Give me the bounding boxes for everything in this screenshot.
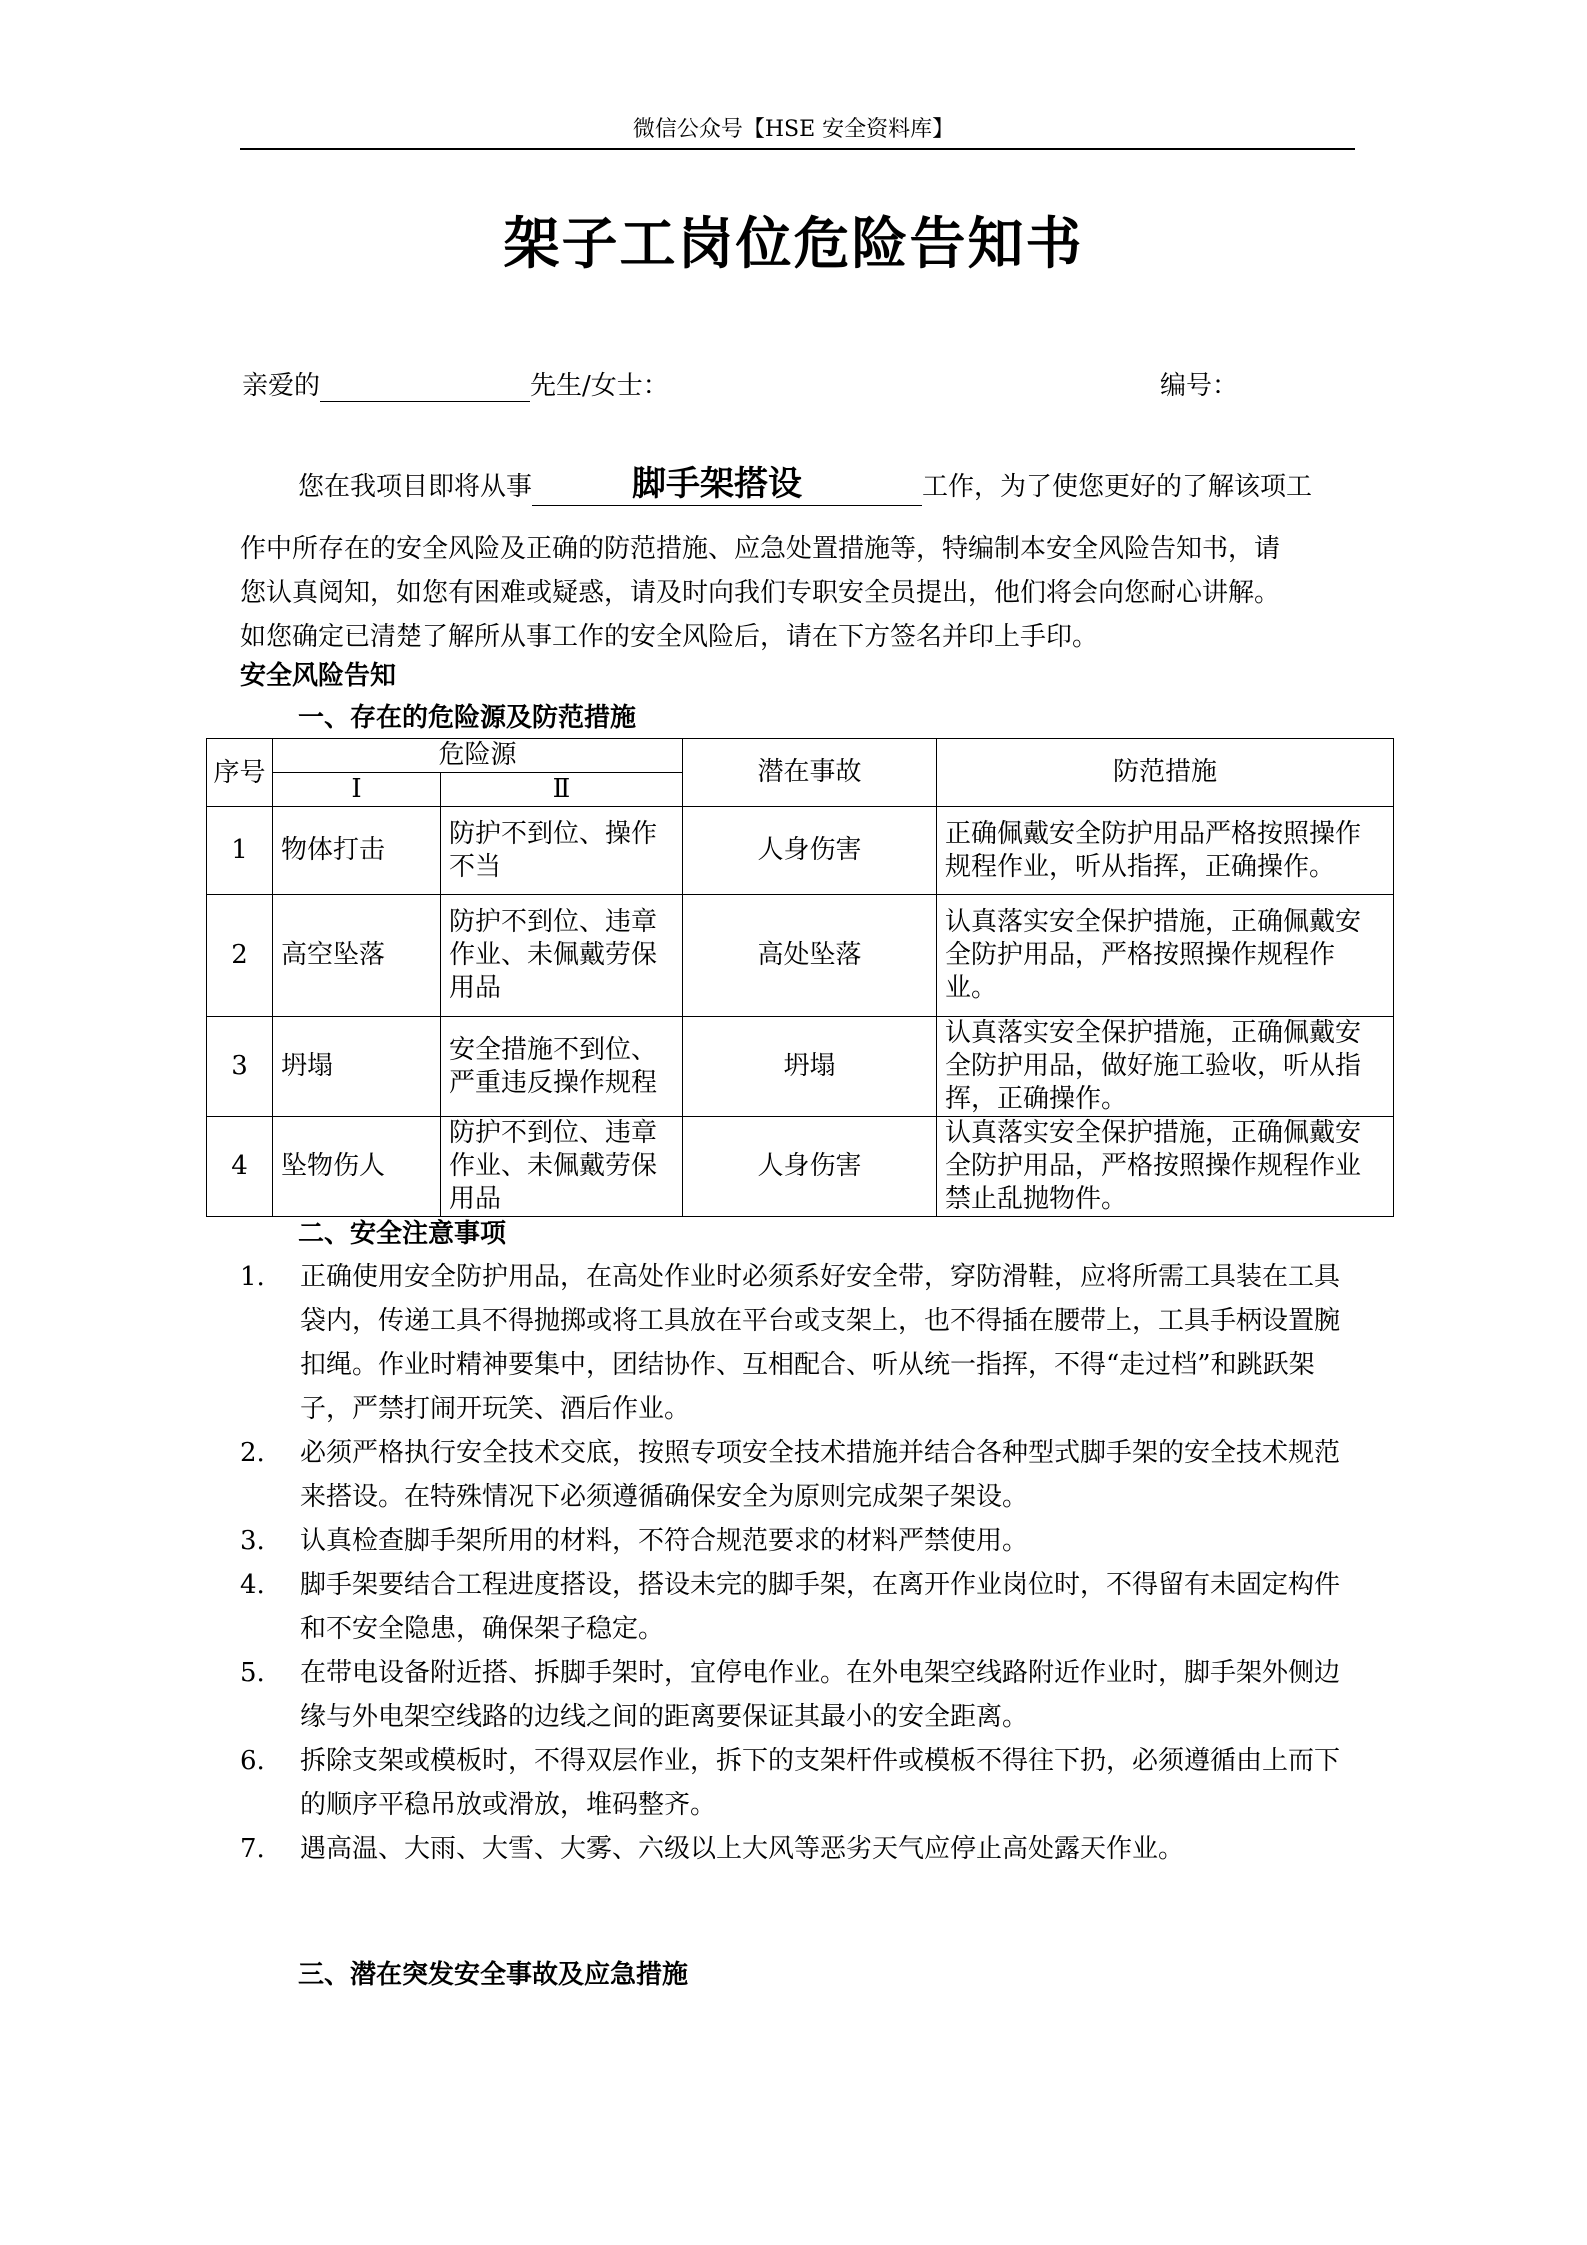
work-type-field: 脚手架搭设: [532, 463, 922, 506]
header-measures: 防范措施: [937, 739, 1394, 807]
header-seq: 序号: [207, 739, 273, 807]
list-item: [240, 1651, 1360, 1739]
list-item: [240, 1255, 1360, 1431]
table-row: [207, 1017, 1394, 1117]
hazard-type: 物体打击: [273, 807, 441, 895]
list-text: 必须严格执行安全技术交底，按照专项安全技术措施并结合各种型式脚手架的安全技术规范来搭设。在特殊情况下必须遵循确保安全为原则完成架子架设。: [300, 1438, 1341, 1512]
section1-heading: 一、存在的危险源及防范措施: [298, 703, 637, 733]
table-row: [207, 895, 1394, 1017]
hazard-type: 坍塌: [273, 1017, 441, 1117]
section3-heading: 三、潜在突发安全事故及应急措施: [298, 1960, 689, 1990]
list-text: 遇高温、大雨、大雪、大雾、六级以上大风等恶劣天气应停止高处露天作业。: [300, 1834, 1185, 1864]
intro-after: 工作，为了使您更好的了解该项工: [922, 472, 1313, 502]
preventive-measures: 认真落实安全保护措施，正确佩戴安全防护用品，做好施工验收，听从指挥，正确操作。: [937, 1017, 1394, 1117]
list-item: [240, 1739, 1360, 1827]
intro-line: 您认真阅知，如您有困难或疑惑，请及时向我们专职安全员提出，他们将会向您耐心讲解。: [240, 578, 1281, 608]
hazard-type: 高空坠落: [273, 895, 441, 1017]
potential-accident: 人身伤害: [683, 807, 937, 895]
list-text: 认真检查脚手架所用的材料，不符合规范要求的材料严禁使用。: [300, 1526, 1029, 1556]
list-text: 脚手架要结合工程进度搭设，搭设未完的脚手架，在离开作业岗位时，不得留有未固定构件和不安全隐患，确保架子稳定。: [300, 1570, 1341, 1644]
list-number: 4.: [240, 1570, 265, 1600]
list-number: 2.: [240, 1438, 265, 1468]
section2-heading: 二、安全注意事项: [298, 1219, 507, 1249]
hazard-cause: 防护不到位、操作不当: [441, 807, 683, 895]
list-number: 3.: [240, 1526, 265, 1556]
header-hazard: 危险源: [273, 739, 683, 773]
hazard-table: [206, 738, 1394, 1217]
list-text: 拆除支架或模板时，不得双层作业，拆下的支架杆件或模板不得往下扔，必须遵循由上而下的顺序平稳吊放或滑放，堆码整齐。: [300, 1746, 1341, 1820]
row-number: 1: [207, 807, 273, 895]
list-number: 5.: [240, 1658, 265, 1688]
intro-line: 作中所存在的安全风险及正确的防范措施、应急处置措施等，特编制本安全风险告知书，请: [240, 534, 1281, 564]
preventive-measures: 正确佩戴安全防护用品严格按照操作规程作业，听从指挥，正确操作。: [937, 807, 1394, 895]
safety-notes-list: [240, 1255, 1360, 1871]
preventive-measures: 认真落实安全保护措施，正确佩戴安全防护用品，严格按照操作规程作业。: [937, 895, 1394, 1017]
greeting-suffix: 先生/女士：: [530, 371, 669, 401]
list-number: 1.: [240, 1262, 265, 1292]
greeting-prefix: 亲爱的: [242, 371, 321, 401]
intro-before: 您在我项目即将从事: [298, 472, 533, 502]
list-item: [240, 1519, 1360, 1563]
name-blank[interactable]: [320, 371, 530, 402]
potential-accident: 坍塌: [683, 1017, 937, 1117]
hazard-cause: 安全措施不到位、严重违反操作规程: [441, 1017, 683, 1117]
page-header: 微信公众号【HSE 安全资料库】: [632, 117, 955, 142]
intro-paragraph: [240, 527, 1360, 659]
header-rule: [240, 148, 1355, 150]
row-number: 3: [207, 1017, 273, 1117]
list-item: [240, 1563, 1360, 1651]
document-title: 架子工岗位危险告知书: [503, 211, 1084, 277]
list-item: [240, 1827, 1360, 1871]
number-label: 编号：: [1160, 371, 1239, 401]
header-hazard-2: Ⅱ: [441, 773, 683, 807]
list-text: 在带电设备附近搭、拆脚手架时，宜停电作业。在外电架空线路附近作业时，脚手架外侧边缘与外电架空线路的边线之间的距离要保证其最小的安全距离。: [300, 1658, 1341, 1732]
hazard-cause: 防护不到位、违章作业、未佩戴劳保用品: [441, 1117, 683, 1217]
row-number: 4: [207, 1117, 273, 1217]
table-row: [207, 1117, 1394, 1217]
intro-line: 如您确定已清楚了解所从事工作的安全风险后，请在下方签名并印上手印。: [240, 622, 1099, 652]
list-number: 7.: [240, 1834, 265, 1864]
hazard-cause: 防护不到位、违章作业、未佩戴劳保用品: [441, 895, 683, 1017]
greeting-line: [242, 365, 669, 402]
header-accident: 潜在事故: [683, 739, 937, 807]
list-number: 6.: [240, 1746, 265, 1776]
potential-accident: 高处坠落: [683, 895, 937, 1017]
section-risk-heading: 安全风险告知: [240, 661, 397, 691]
potential-accident: 人身伤害: [683, 1117, 937, 1217]
preventive-measures: 认真落实安全保护措施，正确佩戴安全防护用品，严格按照操作规程作业禁止乱抛物件。: [937, 1117, 1394, 1217]
header-hazard-1: Ⅰ: [273, 773, 441, 807]
table-row: [207, 807, 1394, 895]
list-item: [240, 1431, 1360, 1519]
intro-first-line: [298, 463, 1312, 506]
list-text: 正确使用安全防护用品，在高处作业时必须系好安全带，穿防滑鞋，应将所需工具装在工具袋内，传递工具不得抛掷或将工具放在平台或支架上，也不得插在腰带上，工具手柄设置腕扣绳。作业时精神要集中，团结协作、互相配合、听从统一指挥，不得“走过档”和跳跃架子，严禁打闹开玩笑、酒后作业。: [300, 1262, 1341, 1424]
row-number: 2: [207, 895, 273, 1017]
hazard-type: 坠物伤人: [273, 1117, 441, 1217]
